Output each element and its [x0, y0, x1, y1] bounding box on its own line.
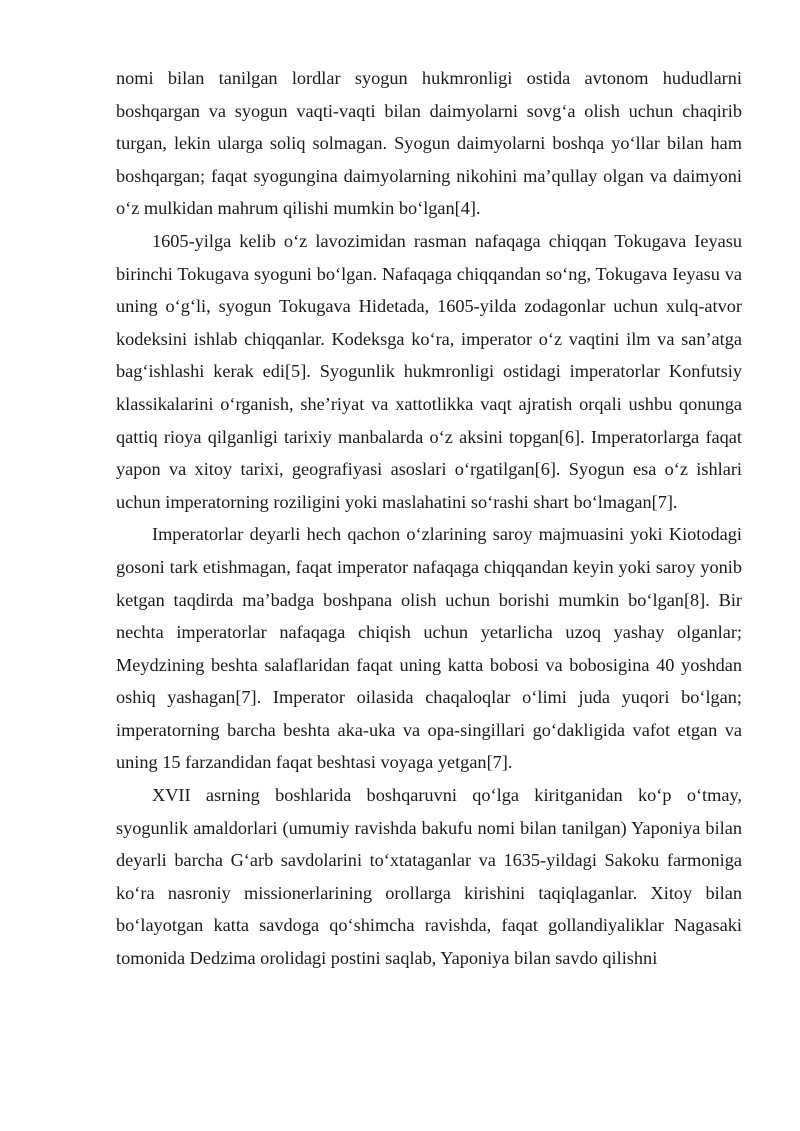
- paragraph-tokugava-ieyasu: 1605-yilga kelib o‘z lavozimidan rasman nafaqaga chiqqan Tokugava Ieyasu birinchi Tokugava syoguni bo‘lgan. Nafaqaga chiqqandan so‘ng, Tokugava Ieyasu va uning o‘g‘li, syogun Tokugava Hidetada, 1605-yilda zodagonlar uchun xulq-atvor kodeksini ishlab chiqqanlar. Kodeksga ko‘ra, imperator o‘z vaqtini ilm va san’atga bag‘ishlashi kerak edi[5]. Syogunlik hukmronligi ostidagi imperatorlar Konfutsiy klassikalarini o‘rganish, she’riyat va xattotlikka vaqt ajratish orqali ushbu qonunga qattiq rioya qilganligi tarixiy manbalarda o‘z aksini topgan[6]. Imperatorlarga faqat yapon va xitoy tarixi, geografiyasi asoslari o‘rgatilgan[6]. Syogun esa o‘z ishlari uchun imperatorning roziligini yoki maslahatini so‘rashi shart bo‘lmagan[7].: [116, 230, 742, 512]
- document-page: [116, 62, 742, 975]
- paragraph-continuation: nomi bilan tanilgan lordlar syogun hukmronligi ostida avtonom hududlarni boshqargan va syogun vaqti-vaqti bilan daimyolarni sovg‘a olish uchun chaqirib turgan, lekin ularga soliq solmagan. Syogun daimyolarni boshqa yo‘llar bilan ham boshqargan; faqat syogungina daimyolarning nikohini ma’qullay olgan va daimyoni o‘z mulkidan mahrum qilishi mumkin bo‘lgan[4].: [116, 68, 742, 219]
- paragraph-imperators-palace: Imperatorlar deyarli hech qachon o‘zlarining saroy majmuasini yoki Kiotodagi gosoni tark etishmagan, faqat imperator nafaqaga chiqqandan keyin yoki saroy yonib ketgan taqdirda ma’badga boshpana olish uchun borishi mumkin bo‘lgan[8]. Bir nechta imperatorlar nafaqaga chiqish uchun yetarlicha uzoq yashay olganlar; Meydzining beshta salaflaridan faqat uning katta bobosi va bobosigina 40 yoshdan oshiq yashagan[7]. Imperator oilasida chaqaloqlar o‘limi juda yuqori bo‘lgan; imperatorning barcha beshta aka-uka va opa-singillari go‘dakligida vafot etgan va uning 15 farzandidan faqat beshtasi voyaga yetgan[7].: [116, 524, 742, 773]
- paragraph-xvii-century: XVII asrning boshlarida boshqaruvni qo‘lga kiritganidan ko‘p o‘tmay, syogunlik amaldorlari (umumiy ravishda bakufu nomi bilan tanilgan) Yaponiya bilan deyarli barcha G‘arb savdolarini to‘xtataganlar va 1635-yildagi Sakoku farmoniga ko‘ra nasroniy missionerlarining orollarga kirishini taqiqlaganlar. Xitoy bilan bo‘layotgan katta savdoga qo‘shimcha ravishda, faqat gollandiyaliklar Nagasaki tomonida Dedzima orolidagi postini saqlab, Yaponiya bilan savdo qilishni: [116, 785, 742, 969]
